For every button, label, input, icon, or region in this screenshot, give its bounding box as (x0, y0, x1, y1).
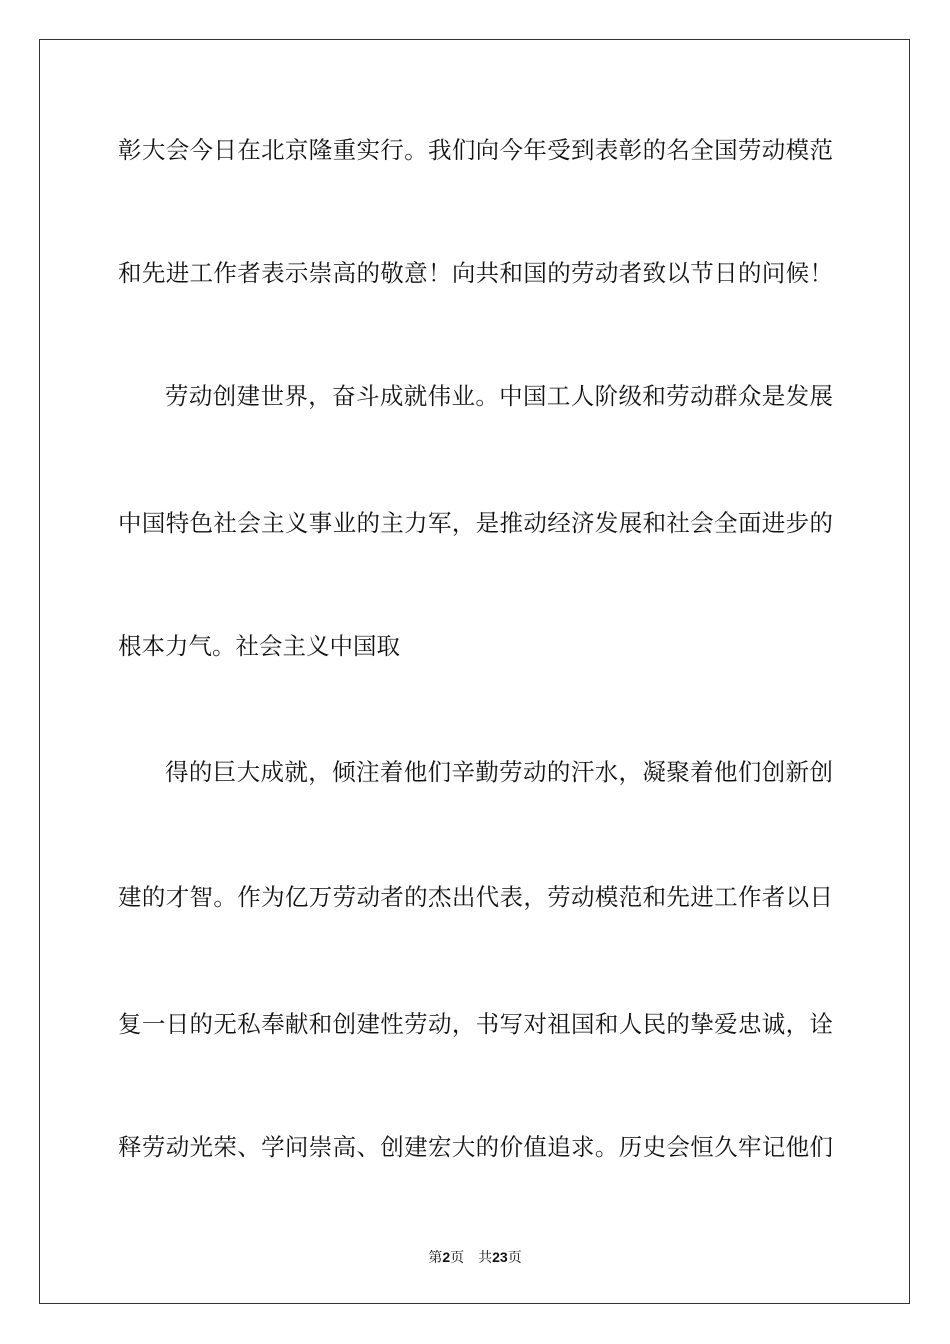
body-text-line-8: 复一日的无私奉献和创建性劳动，书写对祖国和人民的挚爱忠诚，诠 (118, 1010, 833, 1038)
page-footer (0, 1247, 950, 1267)
footer-page-number: 2 (442, 1249, 451, 1265)
body-text-line-4: 中国特色社会主义事业的主力军，是推动经济发展和社会全面进步的 (118, 509, 833, 537)
body-text-line-3: 劳动创建世界，奋斗成就伟业。中国工人阶级和劳动群众是发展 (165, 382, 833, 410)
body-text-line-5: 根本力气。社会主义中国取 (118, 632, 400, 660)
footer-total-pages: 23 (492, 1249, 508, 1265)
footer-middle: 页 共 (450, 1250, 493, 1266)
body-text-line-1: 彰大会今日在北京隆重实行。我们向今年受到表彰的名全国劳动模范 (118, 136, 833, 164)
footer-suffix: 页 (507, 1250, 522, 1266)
body-text-line-6: 得的巨大成就，倾注着他们辛勤劳动的汗水，凝聚着他们创新创 (165, 758, 833, 786)
body-text-line-9: 释劳动光荣、学问崇高、创建宏大的价值追求。历史会恒久牢记他们 (118, 1133, 833, 1161)
page-border (39, 39, 910, 1304)
body-text-line-7: 建的才智。作为亿万劳动者的杰出代表，劳动模范和先进工作者以日 (118, 883, 833, 911)
footer-prefix: 第 (428, 1250, 443, 1266)
body-text-line-2: 和先进工作者表示崇高的敬意！向共和国的劳动者致以节日的问候！ (118, 259, 833, 287)
